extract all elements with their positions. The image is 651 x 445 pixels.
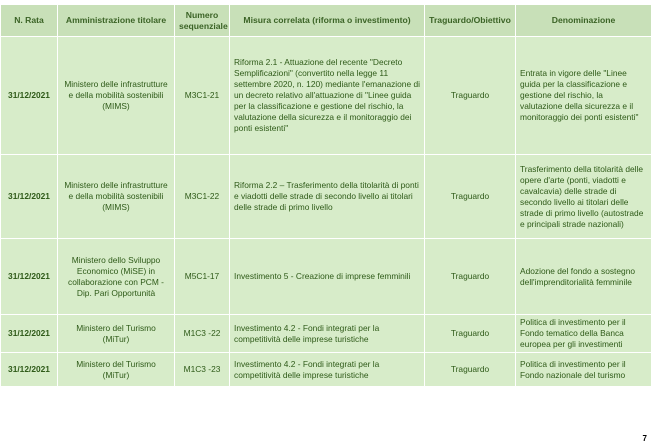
cell-traguardo: Traguardo [425, 239, 516, 315]
header-misura: Misura correlata (riforma o investimento) [230, 5, 425, 37]
cell-rata: 31/12/2021 [1, 155, 58, 239]
table-row [1, 155, 651, 239]
cell-amministrazione: Ministero del Turismo (MiTur) [58, 315, 175, 353]
cell-amministrazione: Ministero dello Sviluppo Economico (MiSE) in collaborazione con PCM - Dip. Pari Opportunità [58, 239, 175, 315]
table-row [1, 239, 651, 315]
cell-traguardo: Traguardo [425, 37, 516, 155]
milestones-table [0, 4, 651, 387]
cell-misura: Investimento 4.2 - Fondi integrati per la competitività delle imprese turistiche [230, 315, 425, 353]
header-denominazione: Denominazione [516, 5, 651, 37]
header-numero: Numero sequenziale [175, 5, 230, 37]
cell-misura: Riforma 2.2 – Trasferimento della titolarità di ponti e viadotti delle strade di secondo livello ai titolari delle strade di primo livello [230, 155, 425, 239]
cell-denominazione: Politica di investimento per il Fondo nazionale del turismo [516, 353, 651, 387]
cell-denominazione: Adozione del fondo a sostegno dell'imprenditorialità femminile [516, 239, 651, 315]
cell-rata: 31/12/2021 [1, 37, 58, 155]
cell-traguardo: Traguardo [425, 155, 516, 239]
cell-numero: M5C1-17 [175, 239, 230, 315]
header-amministrazione: Amministrazione titolare [58, 5, 175, 37]
table-header-row [1, 5, 651, 37]
cell-traguardo: Traguardo [425, 315, 516, 353]
cell-misura: Riforma 2.1 - Attuazione del recente "Decreto Semplificazioni" (convertito nella legge 11 settembre 2020, n. 120) mediante l'emanazione di un decreto relativo all'attuazione di "Linee guida per la classificazione e gestione del rischio, la valutazione della sicurezza e il monitoraggio dei ponti esistenti" [230, 37, 425, 155]
cell-traguardo: Traguardo [425, 353, 516, 387]
cell-misura: Investimento 4.2 - Fondi integrati per la competitività delle imprese turistiche [230, 353, 425, 387]
cell-amministrazione: Ministero delle infrastrutture e della mobilità sostenibili (MIMS) [58, 37, 175, 155]
table-row [1, 37, 651, 155]
cell-denominazione: Trasferimento della titolarità delle opere d'arte (ponti, viadotti e cavalcavia) delle strade di secondo livello ai titolari delle strade di primo livello (autostrade e principali strade nazionali) [516, 155, 651, 239]
cell-misura: Investimento 5 - Creazione di imprese femminili [230, 239, 425, 315]
cell-amministrazione: Ministero del Turismo (MiTur) [58, 353, 175, 387]
cell-numero: M1C3 -22 [175, 315, 230, 353]
cell-numero: M3C1-21 [175, 37, 230, 155]
cell-numero: M1C3 -23 [175, 353, 230, 387]
header-traguardo: Traguardo/Obiettivo [425, 5, 516, 37]
cell-rata: 31/12/2021 [1, 315, 58, 353]
table-row [1, 315, 651, 353]
cell-rata: 31/12/2021 [1, 239, 58, 315]
table-row [1, 353, 651, 387]
cell-denominazione: Entrata in vigore delle "Linee guida per la classificazione e gestione del rischio, la valutazione della sicurezza e il monitoraggio dei ponti esistenti" [516, 37, 651, 155]
cell-amministrazione: Ministero delle infrastrutture e della mobilità sostenibili (MIMS) [58, 155, 175, 239]
cell-denominazione: Politica di investimento per il Fondo tematico della Banca europea per gli investimenti [516, 315, 651, 353]
cell-numero: M3C1-22 [175, 155, 230, 239]
page-number: 7 [642, 434, 647, 443]
header-rata: N. Rata [1, 5, 58, 37]
cell-rata: 31/12/2021 [1, 353, 58, 387]
